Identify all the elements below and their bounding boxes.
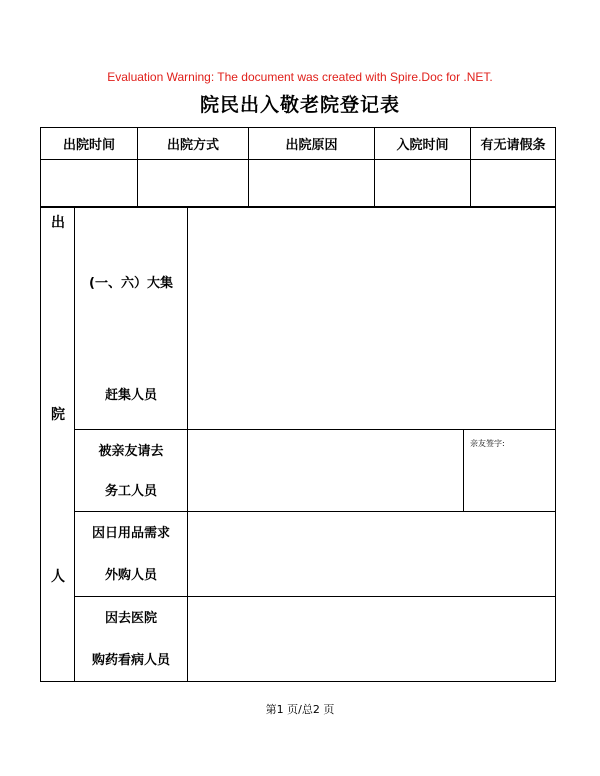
row-market-line1: (一、六）大集	[89, 276, 173, 291]
header-admission-time: 入院时间	[375, 128, 471, 160]
row-work-input[interactable]	[188, 430, 464, 512]
row-work-line1: 被亲友请去	[98, 444, 164, 459]
row-hospital-line2: 购药看病人员	[91, 653, 170, 668]
row-shopping-input[interactable]	[188, 512, 556, 597]
cell-discharge-method[interactable]	[138, 160, 249, 207]
header-discharge-time: 出院时间	[41, 128, 138, 160]
side-label-char-3: 人	[51, 569, 65, 585]
row-market-line2: 赶集人员	[104, 388, 157, 403]
row-shopping-line2: 外购人员	[104, 568, 157, 583]
cell-discharge-time[interactable]	[41, 160, 138, 207]
cell-discharge-reason[interactable]	[249, 160, 375, 207]
relative-signature-label: 亲友签字:	[470, 439, 505, 448]
page-number: 第1 页/总2 页	[265, 703, 335, 716]
row-hospital-line1: 因去医院	[104, 611, 157, 626]
header-discharge-reason: 出院原因	[249, 128, 375, 160]
row-hospital-input[interactable]	[188, 597, 556, 682]
row-shopping-label	[75, 512, 188, 597]
row-work-line2: 务工人员	[104, 484, 157, 499]
row-hospital-label	[75, 597, 188, 682]
page-title: 院民出入敬老院登记表	[199, 94, 400, 116]
header-table	[40, 127, 556, 207]
evaluation-warning: Evaluation Warning: The document was created with Spire.Doc for .NET.	[107, 70, 493, 84]
row-work-label	[75, 430, 188, 512]
header-discharge-method: 出院方式	[138, 128, 249, 160]
header-leave-note: 有无请假条	[471, 128, 556, 160]
discharge-table	[40, 207, 556, 682]
side-label-char-2: 院	[51, 407, 65, 423]
row-shopping-line1: 因日用品需求	[91, 526, 170, 541]
cell-leave-note[interactable]	[471, 160, 556, 207]
row-market-input[interactable]	[188, 208, 556, 430]
row-market-label	[75, 208, 188, 430]
side-label-cell	[41, 208, 75, 682]
cell-admission-time[interactable]	[375, 160, 471, 207]
relative-signature-cell[interactable]	[464, 430, 556, 512]
side-label-char-1: 出	[51, 215, 65, 231]
